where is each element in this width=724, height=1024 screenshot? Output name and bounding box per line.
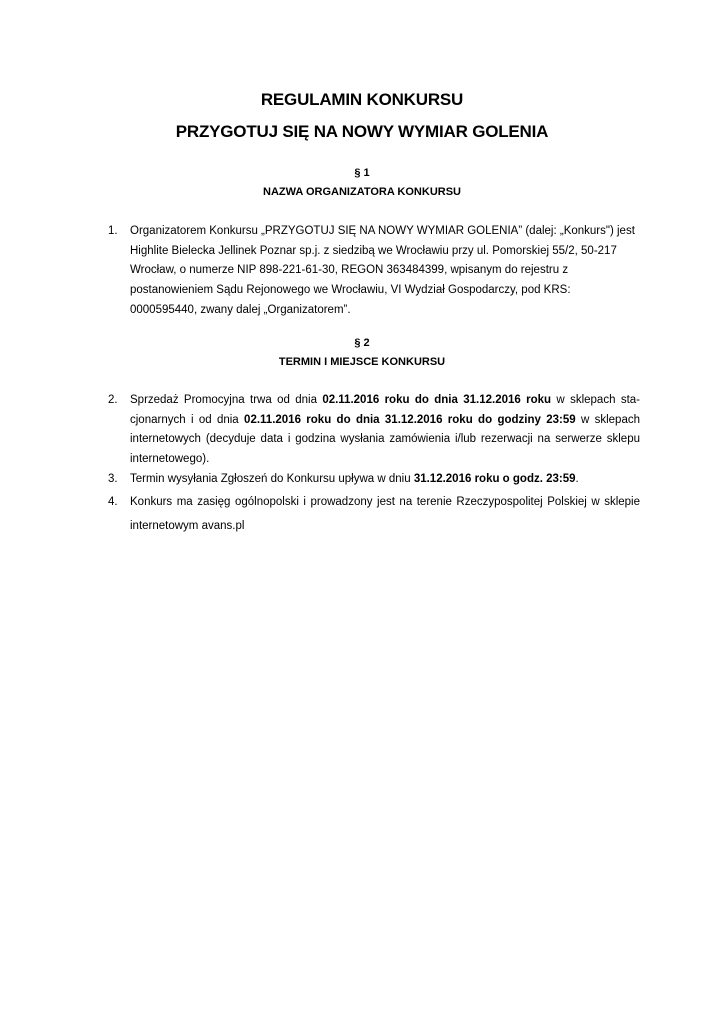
document-title: REGULAMIN KONKURSU bbox=[260, 90, 464, 109]
section-2-list bbox=[108, 391, 640, 538]
item-text: Konkurs ma zasięg ogólnopolski i prowadzony jest na terenie Rzeczypospolitej Polskiej w sklepie internetowym avans.pl bbox=[130, 495, 640, 532]
section-2-number: § 2 bbox=[354, 337, 370, 349]
item-number: 3. bbox=[108, 472, 118, 485]
list-item bbox=[108, 391, 640, 470]
section-1-list bbox=[108, 222, 640, 321]
list-item bbox=[108, 222, 640, 321]
list-item bbox=[108, 490, 640, 538]
item-number: 4. bbox=[108, 495, 118, 508]
list-item bbox=[108, 470, 640, 490]
section-2-title: TERMIN I MIEJSCE KONKURSU bbox=[278, 356, 446, 368]
document-subtitle: PRZYGOTUJ SIĘ NA NOWY WYMIAR GOLENIA bbox=[175, 122, 549, 141]
section-1-title: NAZWA ORGANIZATORA KONKURSU bbox=[263, 186, 461, 198]
section-1-number: § 1 bbox=[354, 167, 370, 179]
item-number: 2. bbox=[108, 394, 118, 406]
item-text: Sprzedaż Promocyjna trwa od dnia 02.11.2016 roku do dnia 31.12.2016 roku w sklepach sta-cjonarnych i od dnia 02.11.2016 roku do dnia 31.12.2016 roku do godziny 23:59 w sklepach internetowych (decyduje data i godzina wysłania zamówienia i/lub rezerwacji na serwerze sklepu internetowego). bbox=[130, 394, 640, 466]
item-number: 1. bbox=[108, 225, 118, 237]
item-text: Organizatorem Konkursu „PRZYGOTUJ SIĘ NA NOWY WYMIAR GOLENIA” (dalej: „Konkurs") jest Highlite Bielecka Jellinek Poznar sp.j. z siedzibą we Wrocławiu przy ul. Pomorskiej 55/2, 50-217 Wrocław, o numerze NIP 898-221-61-30, REGON 363484399, wpisanym do rejestru z postanowieniem Sądu Rejonowego we Wrocławiu, VI Wydział Gospodarczy, pod KRS: 0000595440, zwany dalej „Organizatorem”. bbox=[130, 225, 635, 316]
item-text: Termin wysyłania Zgłoszeń do Konkursu upływa w dniu 31.12.2016 roku o godz. 23:59. bbox=[130, 472, 579, 485]
